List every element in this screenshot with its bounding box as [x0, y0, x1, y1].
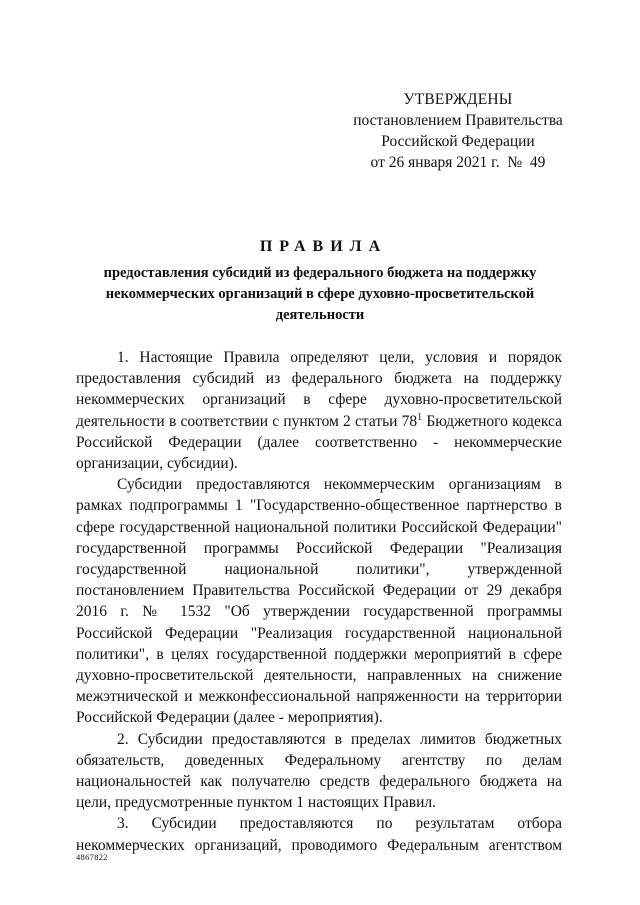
- rules-title: ПРАВИЛА: [259, 238, 388, 255]
- document-body: [76, 347, 562, 856]
- paragraph-1: [76, 347, 562, 474]
- document-code: 4867822: [76, 852, 108, 862]
- approval-line-government: постановлением Правительства: [353, 112, 563, 129]
- approval-title: УТВЕРЖДЕНЫ: [403, 91, 513, 108]
- paragraph-1-superscript: 1: [417, 411, 423, 423]
- approval-decree-date-number: от 26 января 2021 г. № 49: [370, 154, 546, 171]
- paragraph-2: Субсидии предоставляются некоммерческим организациям в рамках подпрограммы 1 "Государственно-общественное партнерство в сфере государственной национальной политики Российской Федерации" государственной программы Российской Федерации "Реализация государственной национальной политики", утвержденной постановлением Правительства Российской Федерации от 29 декабря 2016 г. № 1532 "Об утверждении государственной программы Российской Федерации "Реализация государственной национальной политики", в целях государственной поддержки мероприятий в сфере духовно-просветительской деятельности, направленных на снижение межэтнической и межконфессиональной напряженности на территории Российской Федерации (далее - мероприятия).: [76, 476, 562, 727]
- paragraph-4: 3. Субсидии предоставляются по результатам отбора некоммерческих организаций, проводимого Федеральным агентством: [76, 815, 562, 854]
- paragraph-3: 2. Субсидии предоставляются в пределах лимитов бюджетных обязательств, доведенных Федеральному агентству по делам национальностей как получателю средств федерального бюджета на цели, предусмотренные пунктом 1 настоящих Правил.: [76, 730, 562, 812]
- paragraph-1-text-end: Бюджетного кодекса Российской Федерации (далее соответственно - некоммерческие организации, субсидии).: [76, 412, 562, 473]
- approval-block: [340, 89, 576, 173]
- approval-line-federation: Российской Федерации: [381, 133, 535, 150]
- rules-subtitle: предоставления субсидий из федерального бюджета на поддержку некоммерческих организаций в сфере духовно-просветительской деятельности: [103, 265, 537, 323]
- paragraph-1-text: 1. Настоящие Правила определяют цели, условия и порядок предоставления субсидий из федерального бюджета на поддержку некоммерческих организаций в сфере духовно-просветительской деятельности в соответствии с пунктом 2 статьи 78: [76, 349, 562, 430]
